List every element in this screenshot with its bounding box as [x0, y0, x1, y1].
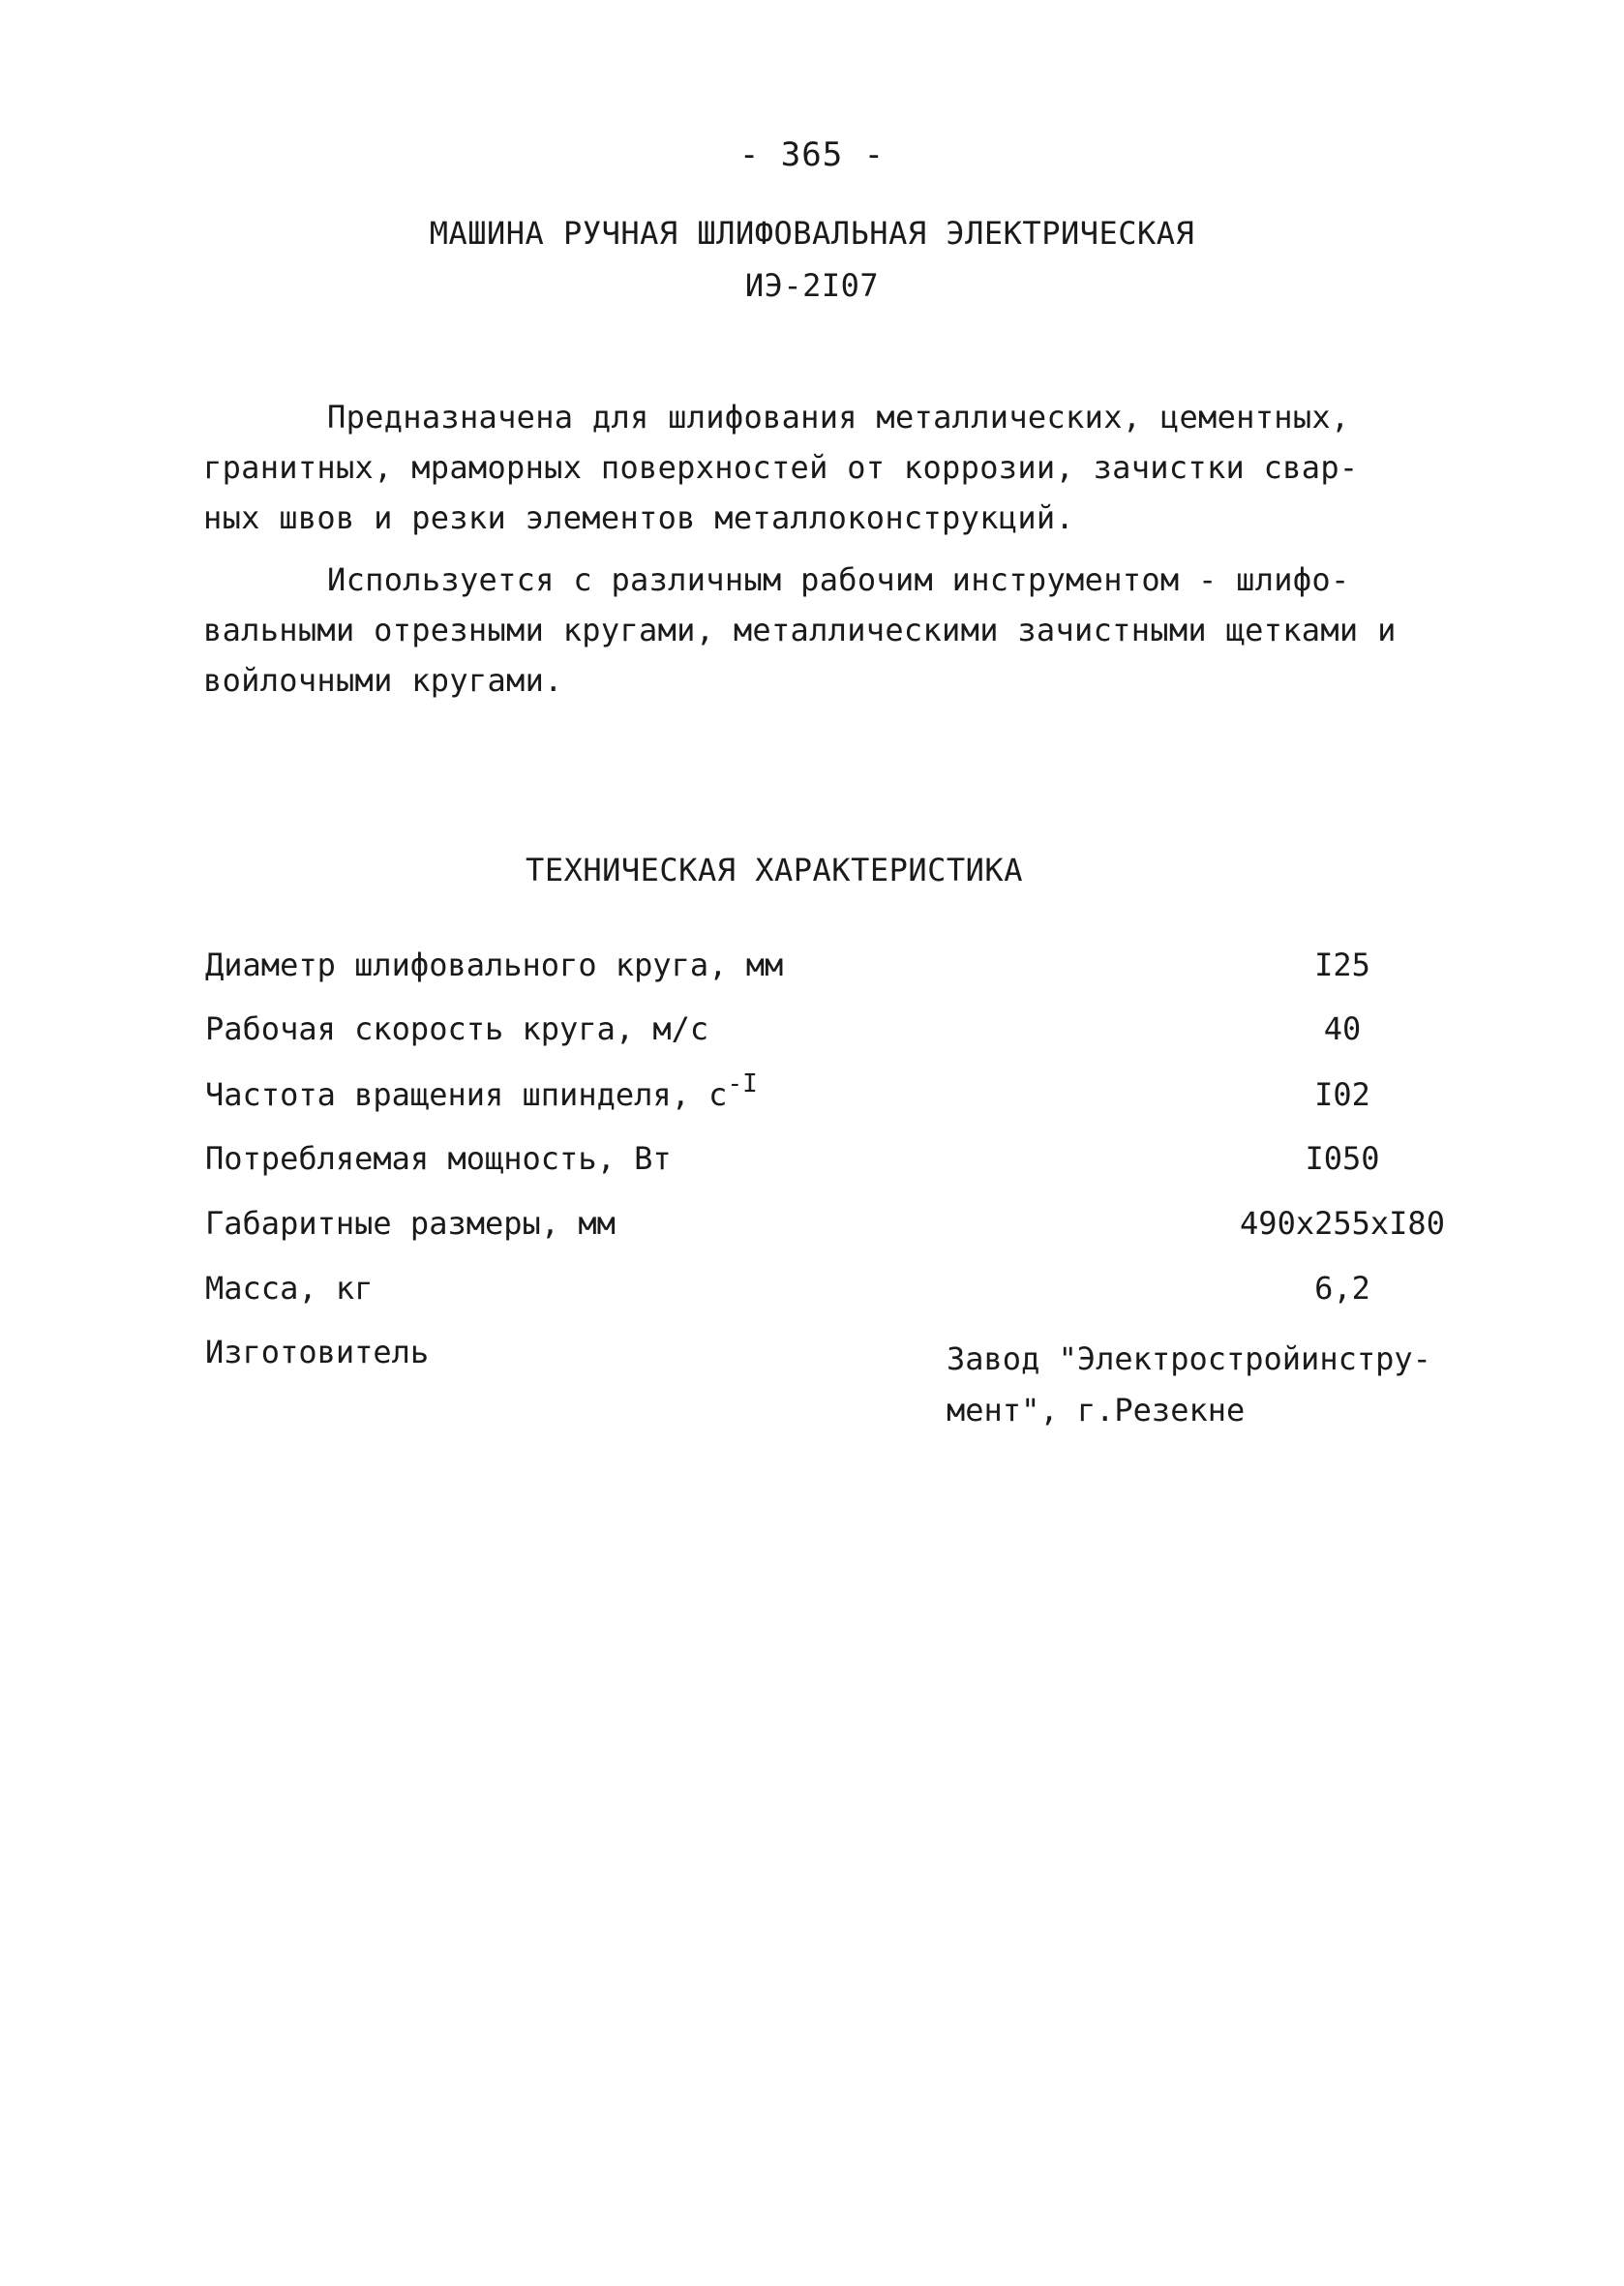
spec-value: 40: [1323, 1010, 1362, 1047]
paragraph-line: ных швов и резки элементов металлоконструкций.: [203, 499, 1075, 536]
spec-row-dimensions: [205, 1205, 1463, 1263]
model-code: ИЭ-2I07: [744, 267, 880, 304]
spec-label: [205, 1069, 758, 1113]
paragraph-line: Используется с различным рабочим инструментом - шлифо-: [327, 561, 1350, 598]
superscript-unit: -I: [727, 1069, 758, 1098]
document-title: МАШИНА РУЧНАЯ ШЛИФОВАЛЬНАЯ ЭЛЕКТРИЧЕСКАЯ: [429, 215, 1195, 252]
spec-row-diameter: [205, 947, 1463, 1005]
spec-row-mass: [205, 1270, 1463, 1328]
paragraph-line: гранитных, мраморных поверхностей от коррозии, зачистки свар-: [203, 449, 1359, 486]
spec-label: Диаметр шлифовального круга, мм: [205, 947, 784, 983]
spec-label-text: Частота вращения шпинделя, с: [205, 1076, 728, 1113]
page-number: - 365 -: [738, 135, 886, 174]
paragraph-line: войлочными кругами.: [203, 662, 563, 699]
spec-row-speed: [205, 1010, 1463, 1068]
usage-paragraph: [203, 555, 1461, 706]
spec-value: I25: [1314, 947, 1370, 983]
paragraph-line: вальными отрезными кругами, металлическими зачистными щетками и: [203, 612, 1397, 648]
spec-value: I02: [1314, 1076, 1370, 1113]
paragraph-line: Предназначена для шлифования металлических, цементных,: [327, 399, 1350, 436]
spec-label: Рабочая скорость круга, м/с: [205, 1010, 709, 1047]
spec-row-power: [205, 1140, 1463, 1198]
spec-value: 490x255xI80: [1240, 1205, 1445, 1242]
maker-value: [947, 1334, 1489, 1436]
spec-label: Масса, кг: [205, 1270, 374, 1307]
spec-label: Изготовитель: [205, 1334, 430, 1370]
spec-label: Потребляемая мощность, Вт: [205, 1140, 672, 1177]
spec-label: Габаритные размеры, мм: [205, 1205, 616, 1242]
spec-value: 6,2: [1314, 1270, 1370, 1307]
specs-heading: ТЕХНИЧЕСКАЯ ХАРАКТЕРИСТИКА: [526, 852, 1023, 888]
purpose-paragraph: [203, 392, 1461, 543]
spec-value: I050: [1305, 1140, 1380, 1177]
maker-line: Завод "Электростройинстру-: [947, 1340, 1431, 1377]
maker-line: мент", г.Резекне: [947, 1392, 1246, 1429]
spec-row-rotation: [205, 1069, 1463, 1134]
